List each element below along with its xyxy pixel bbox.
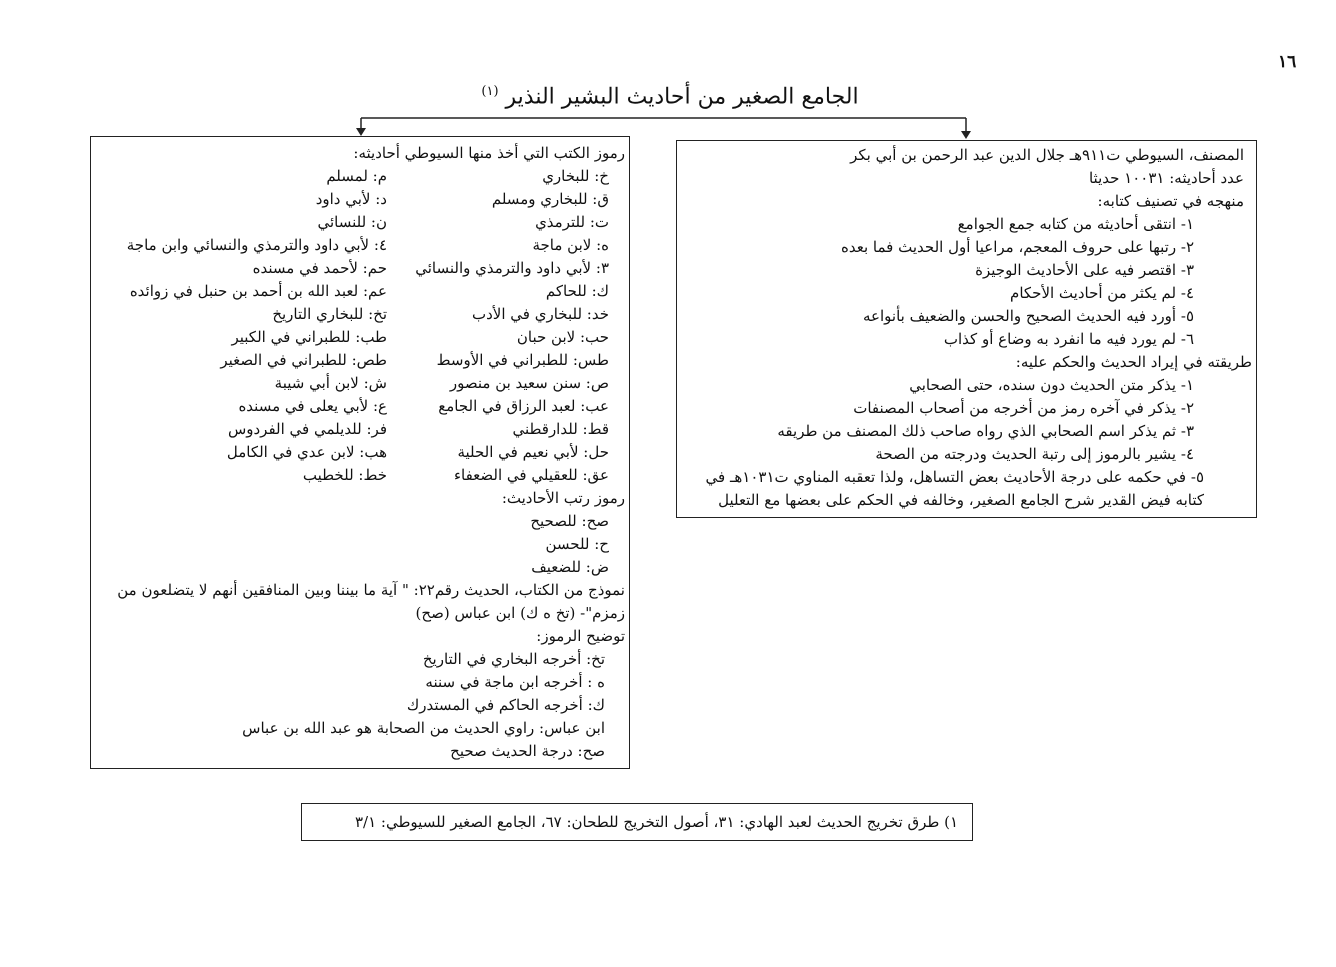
method-item-6: ٦- لم يورد فيه ما انفرد به وضاع أو كذاب xyxy=(943,330,1194,348)
hadith-count-line: عدد أحاديثه: ١٠٠٣١ حديثا xyxy=(1088,169,1244,187)
code-entry: هب: لابن عدي في الكامل xyxy=(226,443,387,461)
codes-heading: رموز الكتب التي أخذ منها السيوطي أحاديثه: xyxy=(353,144,625,162)
code-entry: ٣: لأبي داود والترمذي والنسائي xyxy=(415,259,609,277)
codes-box xyxy=(90,136,630,769)
method-item-2: ٢- رتبها على حروف المعجم، مراعيا أول الحديث فما بعده xyxy=(841,238,1194,256)
example-line-2: زمزم"- (تخ ه ك) ابن عباس (صح) xyxy=(415,604,625,622)
code-entry: طص: للطبراني في الصغير xyxy=(220,351,387,369)
code-entry: حم: لأحمد في مسنده xyxy=(252,259,387,277)
title-footnote-marker: (١) xyxy=(481,84,499,99)
method-item-4: ٤- لم يكثر من أحاديث الأحكام xyxy=(1010,284,1194,302)
code-entry: ق: للبخاري ومسلم xyxy=(491,190,609,208)
example-line-1: نموذج من الكتاب، الحديث رقم٢٢: " آية ما بيننا وبين المنافقين أنهم لا يتضلعون من xyxy=(117,581,625,599)
code-entry: ن: للنسائي xyxy=(317,213,387,231)
approach-item-5-continued: كتابه فيض القدير شرح الجامع الصغير، وخالفه في الحكم على بعضها مع التعليل xyxy=(718,491,1204,509)
code-entry: قط: للدارقطني xyxy=(512,420,609,438)
footnote-text: ١) طرق تخريج الحديث لعبد الهادي: ٣١، أصول التخريج للطحان: ٦٧، الجامع الصغير للسيوطي: ٣/١ xyxy=(354,813,958,831)
author-method-box xyxy=(676,140,1257,518)
code-entry: طس: للطبراني في الأوسط xyxy=(436,351,609,369)
ranks-heading: رموز رتب الأحاديث: xyxy=(501,489,625,507)
code-entry: عم: لعبد الله بن أحمد بن حنبل في زوائده xyxy=(129,282,387,300)
approach-item-4: ٤- يشير بالرموز إلى رتبة الحديث ودرجته من الصحة xyxy=(875,445,1194,463)
explain-entry: تخ: أخرجه البخاري في التاريخ xyxy=(422,650,605,668)
code-entry: خط: للخطيب xyxy=(302,466,387,484)
explain-entry: ه : أخرجه ابن ماجة في سننه xyxy=(425,673,605,691)
rank-entry: ح: للحسن xyxy=(545,535,609,553)
code-entry: خ: للبخاري xyxy=(542,167,609,185)
method-item-1: ١- انتقى أحاديثه من كتابه جمع الجوامع xyxy=(957,215,1194,233)
arrow-right-head xyxy=(961,131,971,139)
code-entry: ع: لأبي يعلى في مسنده xyxy=(238,397,387,415)
explain-entry: ابن عباس: راوي الحديث من الصحابة هو عبد الله بن عباس xyxy=(242,719,605,737)
approach-heading: طريقته في إيراد الحديث والحكم عليه: xyxy=(1015,353,1252,371)
code-entry: حل: لأبي نعيم في الحلية xyxy=(457,443,609,461)
code-entry: فر: للديلمي في الفردوس xyxy=(227,420,387,438)
code-entry: ش: لابن أبي شيبة xyxy=(274,374,387,392)
code-entry: عب: لعبد الرزاق في الجامع xyxy=(438,397,609,415)
code-entry: عق: للعقيلي في الضعفاء xyxy=(453,466,609,484)
approach-item-1: ١- يذكر متن الحديث دون سنده، حتى الصحابي xyxy=(909,376,1194,394)
approach-item-5: ٥- في حكمه على درجة الأحاديث بعض التساهل، ولذا تعقبه المناوي ت١٠٣١هـ في xyxy=(705,468,1204,486)
code-entry: ك: للحاكم xyxy=(545,282,609,300)
code-entry: م: لمسلم xyxy=(326,167,387,185)
footnote-box xyxy=(301,803,973,841)
code-entry: خد: للبخاري في الأدب xyxy=(472,305,609,323)
code-entry: تخ: للبخاري التاريخ xyxy=(272,305,387,323)
code-entry: حب: لابن حبان xyxy=(516,328,609,346)
author-line: المصنف، السيوطي ت٩١١هـ جلال الدين عبد الرحمن بن أبي بكر xyxy=(850,146,1244,164)
page-number: ١٦ xyxy=(1278,52,1297,72)
method-item-3: ٣- اقتصر فيه على الأحاديث الوجيزة xyxy=(975,261,1194,279)
method-item-5: ٥- أورد فيه الحديث الصحيح والحسن والضعيف بأنواعه xyxy=(863,307,1194,325)
arrow-left-head xyxy=(356,128,366,136)
code-entry: طب: للطبراني في الكبير xyxy=(231,328,387,346)
code-entry: ه: لابن ماجة xyxy=(532,236,609,254)
explain-heading: توضيح الرموز: xyxy=(536,627,625,645)
explain-entry: ك: أخرجه الحاكم في المستدرك xyxy=(406,696,605,714)
code-entry: ص: سنن سعيد بن منصور xyxy=(449,374,609,392)
approach-item-2: ٢- يذكر في آخره رمز من أخرجه من أصحاب المصنفات xyxy=(853,399,1194,417)
code-entry: ٤: لأبي داود والترمذي والنسائي وابن ماجة xyxy=(126,236,387,254)
title-text: الجامع الصغير من أحاديث البشير النذير xyxy=(505,84,859,110)
code-entry: ت: للترمذي xyxy=(535,213,609,231)
approach-item-3: ٣- ثم يذكر اسم الصحابي الذي رواه صاحب ذلك المصنف من طريقه xyxy=(777,422,1194,440)
explain-entry: صح: درجة الحديث صحيح xyxy=(450,742,605,760)
rank-entry: صح: للصحيح xyxy=(530,512,609,530)
method-heading: منهجه في تصنيف كتابه: xyxy=(1097,192,1244,210)
code-entry: د: لأبي داود xyxy=(315,190,387,208)
rank-entry: ض: للضعيف xyxy=(531,558,609,576)
